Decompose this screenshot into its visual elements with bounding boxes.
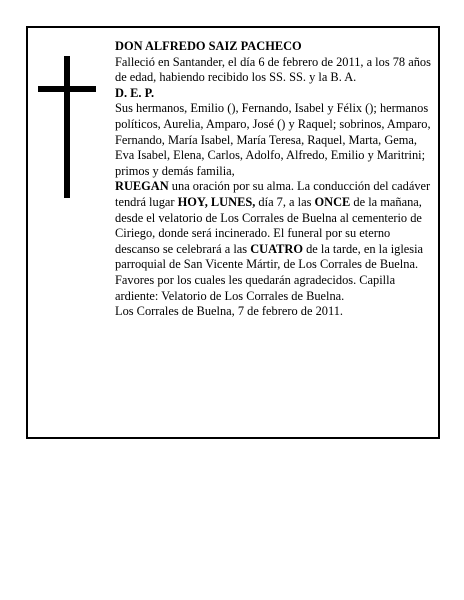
cross-horizontal-bar (38, 86, 96, 92)
ruegan-paragraph (115, 179, 437, 304)
ruegan-hour-1: ONCE (314, 194, 351, 209)
death-announcement: Falleció en Santander, el día 6 de febrero de 2011, a los 78 años de edad, habiendo recibido los SS. SS. y la B. A. (115, 54, 431, 85)
obituary-text (115, 39, 437, 320)
date-line: Los Corrales de Buelna, 7 de febrero de 2011. (115, 304, 344, 319)
ruegan-text-2: día 7, a las (255, 194, 315, 209)
cross-icon (38, 56, 96, 198)
ruegan-day: HOY, LUNES, (177, 194, 256, 209)
deceased-name: DON ALFREDO SAIZ PACHECO (115, 39, 302, 53)
ruegan-text-3: de la mañana, desde el velatorio de Los Corrales de Buelna al cementerio de Ciriego, donde será incinerado. El funeral por su eterno descanso se celebrará a las (115, 194, 422, 256)
ruegan-hour-2: CUATRO (250, 241, 303, 256)
ruegan-text-4: de la tarde, en la iglesia parroquial de San Vicente Mártir, de Los Corrales de Buelna. Favores por los cuales les quedarán agradecidos. Capilla ardiente: Velatorio de Los Corrales de Buelna. (115, 241, 424, 303)
family-list: Sus hermanos, Emilio (), Fernando, Isabel y Félix (); hermanos políticos, Aurelia, Amparo, José () y Raquel; sobrinos, Amparo, Fernando, María Isabel, María Teresa, Raquel, Marta, Gema, Eva Isabel, Elena, Carlos, Adolfo, Alfredo, Emilio y Maritrini; primos y demás familia, (115, 101, 431, 178)
dep-line: D. E. P. (115, 85, 155, 100)
cross-vertical-bar (64, 56, 70, 198)
ruegan-text-1: una oración por su alma. La conducción del cadáver tendrá lugar (115, 179, 431, 209)
ruegan-word: RUEGAN (115, 179, 169, 194)
obituary-frame (26, 26, 440, 439)
